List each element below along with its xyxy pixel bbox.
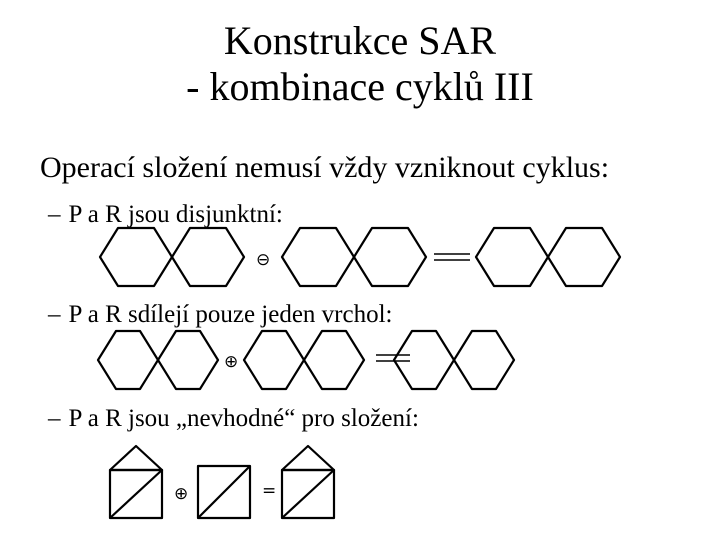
equals-symbol: = — [262, 481, 277, 501]
row1-equals-symbol — [434, 254, 470, 260]
row1-middle-chain — [282, 228, 426, 286]
row3-square-shape — [198, 466, 250, 518]
bullet-dash: – — [48, 405, 61, 432]
bullet-text: P a R jsou disjunktní: — [68, 201, 283, 228]
row1-left-chain — [100, 228, 244, 286]
hexagon — [98, 331, 158, 389]
hexagon — [282, 228, 354, 286]
bullet-text: P a R sdílejí pouze jeden vrchol: — [68, 301, 393, 328]
hexagon — [172, 228, 244, 286]
hexagon — [394, 331, 454, 389]
hexagon — [476, 228, 548, 286]
hexagon — [304, 331, 364, 389]
oplus-symbol: ⊕ — [224, 352, 239, 372]
row2-left-pair — [98, 331, 218, 389]
bullet-text: P a R jsou „nevhodné“ pro složení: — [68, 405, 419, 432]
lead-text: Operací složení nemusí vždy vzniknout cyklus: — [40, 151, 610, 184]
hexagon — [548, 228, 620, 286]
hexagon — [454, 331, 514, 389]
row3-result-shape — [282, 446, 334, 518]
hexagon — [354, 228, 426, 286]
bullet-dash: – — [48, 201, 61, 228]
title-line-2: - kombinace cyklů III — [186, 64, 534, 109]
hexagon — [244, 331, 304, 389]
hexagon — [158, 331, 218, 389]
bullet-dash: – — [48, 301, 61, 328]
title-line-1: Konstrukce SAR — [223, 18, 497, 63]
oplus-symbol-2: ⊕ — [174, 484, 189, 504]
row1-result-chain — [476, 228, 620, 286]
row2-result-chain — [394, 331, 514, 389]
row3-house-shape — [110, 446, 162, 518]
ominus-symbol: ⊖ — [256, 250, 271, 270]
hexagon — [100, 228, 172, 286]
row2-middle-pair — [244, 331, 364, 389]
